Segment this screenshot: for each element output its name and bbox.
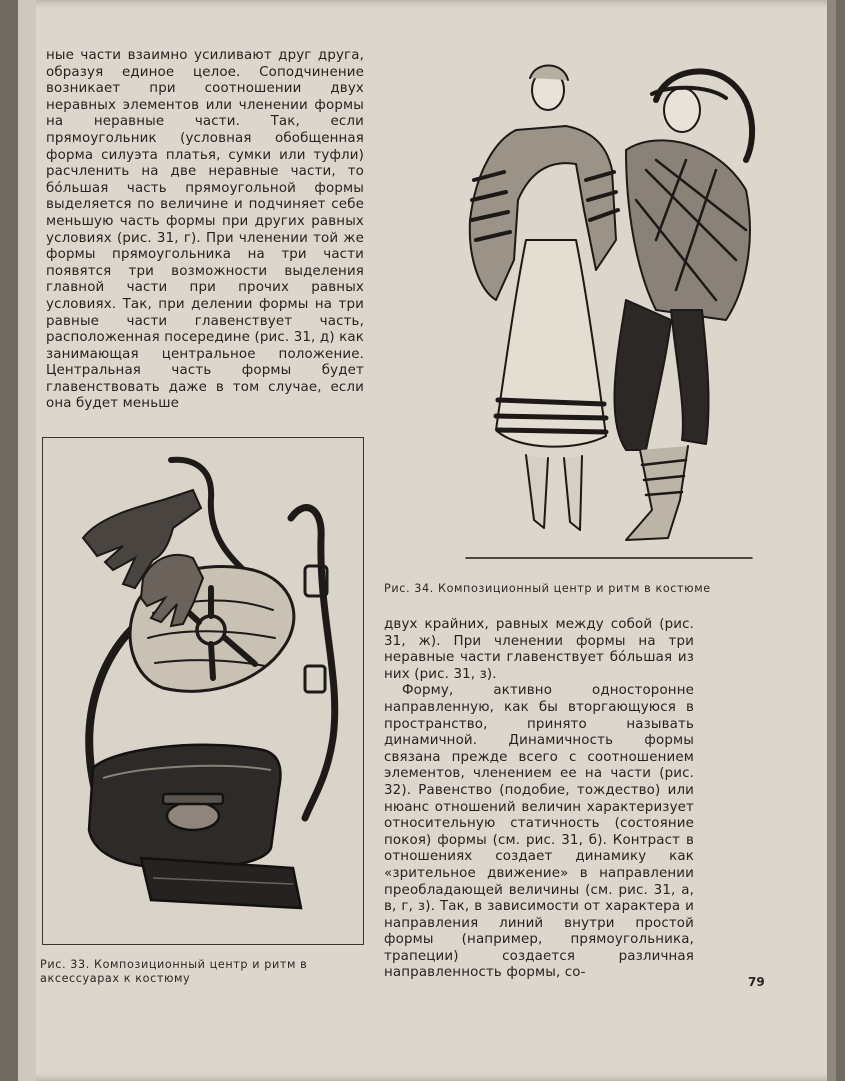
figure-33-caption: Рис. 33. Композиционный центр и ритм в аксессуарах к костюму xyxy=(40,958,308,985)
page-gutter xyxy=(18,0,36,1081)
figure-34-illustration xyxy=(456,60,776,570)
figure-34-caption: Рис. 34. Композиционный центр и ритм в костюме xyxy=(384,582,711,595)
page-edge xyxy=(827,0,836,1081)
paragraph-left: ные части взаимно усиливают друг друга, образуя единое целое. Соподчинение возникает при соотношении двух неравных элементов или членении формы на неравные части. Так, если прямоугольник (условная обобщенная форма силуэта платья, сумки или туфли) расчленить на две неравные части, то бо́льшая часть прямоугольной формы выделяется по величине и подчиняет себе меньшую часть формы при других равных условиях (рис. 31, г). При членении той же формы прямоугольника на три части появятся три возможности выделения главной части при прочих равных условиях. Так, при делении формы на три равные части главенствует часть, расположенная посередине (рис. 31, д) как занимающая центральное положение. Центральная часть формы будет главенствовать даже в том случае, если она будет меньше xyxy=(46,48,364,412)
paragraph-right-2: Форму, активно односторонне направленную, как бы вторгающуюся в пространство, принято называть динамичной. Динамичность формы связана прежде всего с соотношением элементов, членением ее на части (рис. 32). Равенство (подобие, тождество) или нюанс отношений величин характеризует относительную статичность (состояние покоя) формы (см. рис. 31, б). Контраст в отношениях создает динамику как «зрительное движение» в направлении преобладающей величины (см. рис. 31, а, в, г, з). Так, в зависимости от характера и направления линий внутри простой формы (например, прямоугольника, трапеции) создается различная направленность формы, со- xyxy=(384,683,694,981)
paragraph-right-1: двух крайних, равных между собой (рис. 31, ж). При членении формы на три неравные части главенствует бо́льшая из них (рис. 31, з). xyxy=(384,617,694,682)
page-number: 79 xyxy=(748,975,765,989)
figure-33-illustration xyxy=(42,437,364,945)
text-column-left xyxy=(46,48,364,413)
costume-drawing xyxy=(456,60,776,570)
accessories-drawing xyxy=(43,438,363,944)
text-column-right xyxy=(384,617,694,982)
